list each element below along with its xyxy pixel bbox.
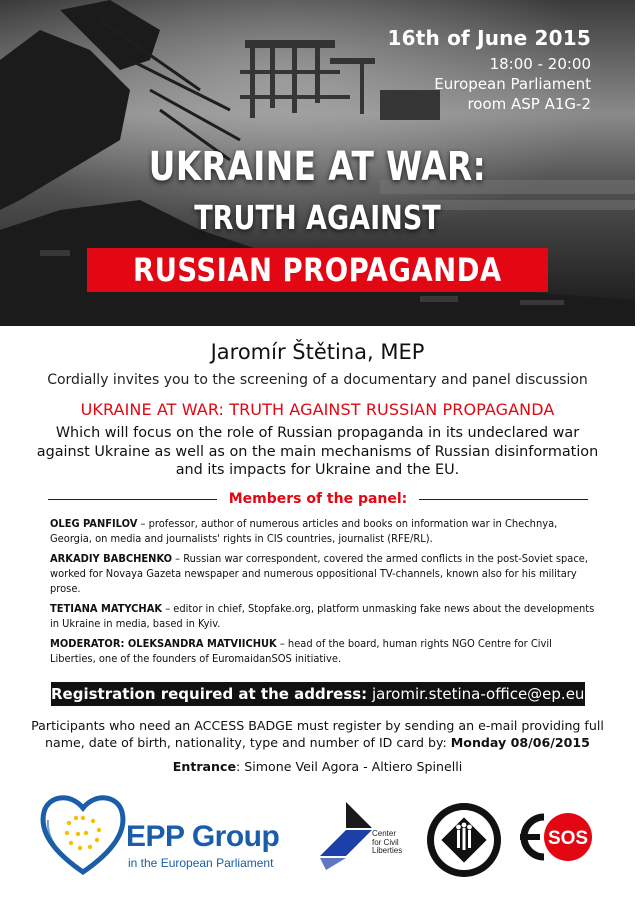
panel-heading: Members of the panel: xyxy=(228,491,408,507)
panel-member xyxy=(50,516,598,546)
member-description: – Russian war correspondent, covered the armed conflicts in the post-Soviet space, worked for Novaya Gazeta newspaper and numerous oppositional TV-channels, known also for his military prose. xyxy=(50,552,589,595)
epp-heart-icon xyxy=(38,790,128,880)
epp-group-logo xyxy=(38,790,288,880)
event-date: 16th of June 2015 xyxy=(387,26,591,50)
event-venue: European Parliament xyxy=(434,75,591,93)
event-info xyxy=(387,26,591,114)
euromaidan-sos-logo xyxy=(510,807,600,867)
entrance-info xyxy=(0,759,635,774)
registration-email-link[interactable]: jaromir.stetina-office@ep.europa.eu xyxy=(367,685,642,703)
people-in-need-emblem-icon xyxy=(424,800,504,880)
ccl-shape-icon xyxy=(316,800,374,870)
member-name: ARKADIY BABCHENKO xyxy=(50,552,173,565)
ccl-line: Center xyxy=(372,829,397,838)
panel-member xyxy=(50,601,598,631)
member-name: TETIANA MATYCHAK xyxy=(50,602,163,615)
member-description: – professor, author of numerous articles and books on information war in Chechnya, Georgia, on media and journalists' rights in CIS countries, journalist (RFE/RL). xyxy=(50,517,558,545)
member-name: MODERATOR: OLEKSANDRA MATVIICHUK xyxy=(50,637,277,650)
registration-label: Registration required at the address: xyxy=(51,685,368,703)
member-description: – head of the board, human rights NGO Centre for Civil Liberties, one of the founders of EuromaidanSOS initiative. xyxy=(50,637,552,665)
access-badge-note xyxy=(30,717,605,751)
registration-bar xyxy=(51,682,642,706)
registration-deadline: Monday 08/06/2015 xyxy=(450,735,590,750)
event-room: room ASP A1G-2 xyxy=(467,95,591,113)
member-name: OLEG PANFILOV xyxy=(50,517,138,530)
event-description: Which will focus on the role of Russian propaganda in its undeclared war against Ukraine as well as on the main mechanisms of Russian disinformation and its impacts for Ukraine and the EU. xyxy=(36,425,599,478)
entrance-label: Entrance xyxy=(172,759,237,774)
divider-right xyxy=(419,499,588,500)
title-line-3: RUSSIAN PROPAGANDA xyxy=(133,251,502,289)
panel-member xyxy=(50,551,598,596)
title-red-banner xyxy=(87,248,548,292)
host-name: Jaromír Štětina, MEP xyxy=(210,340,425,364)
epp-group-name: EPP Group xyxy=(126,820,280,853)
title-line-2: TRUTH AGAINST xyxy=(194,198,441,237)
sos-badge-icon xyxy=(510,807,600,867)
people-in-need-logo xyxy=(424,800,504,880)
ccl-line: Liberties xyxy=(372,846,403,855)
panel-member xyxy=(50,636,598,666)
panel-heading-row xyxy=(48,488,588,510)
event-title-red: UKRAINE AT WAR: TRUTH AGAINST RUSSIAN PROPAGANDA xyxy=(80,400,555,419)
title-line-1: UKRAINE AT WAR: xyxy=(148,144,487,190)
entrance-value: : Simone Veil Agora - Altiero Spinelli xyxy=(236,759,463,774)
epp-group-subtitle: in the European Parliament xyxy=(128,856,274,870)
event-time: 18:00 - 20:00 xyxy=(489,55,591,73)
ccl-name xyxy=(372,830,402,856)
invitation-text: Cordially invites you to the screening of a documentary and panel discussion xyxy=(47,372,588,388)
badge-note-text: Participants who need an ACCESS BADGE must register by sending an e-mail providing full name, date of birth, nationality, type and number of ID card by: xyxy=(31,718,604,750)
ccl-line: for Civil xyxy=(372,837,399,847)
panel-members xyxy=(50,516,598,671)
hero-banner xyxy=(0,0,635,326)
member-description: – editor in chief, Stopfake.org, platform unmasking fake news about the developments in Ukraine in media, based in Kyiv. xyxy=(50,602,595,630)
center-for-civil-liberties-logo xyxy=(316,800,426,875)
poster-title xyxy=(0,142,635,292)
divider-left xyxy=(48,499,217,500)
sos-text: SOS xyxy=(547,828,589,849)
